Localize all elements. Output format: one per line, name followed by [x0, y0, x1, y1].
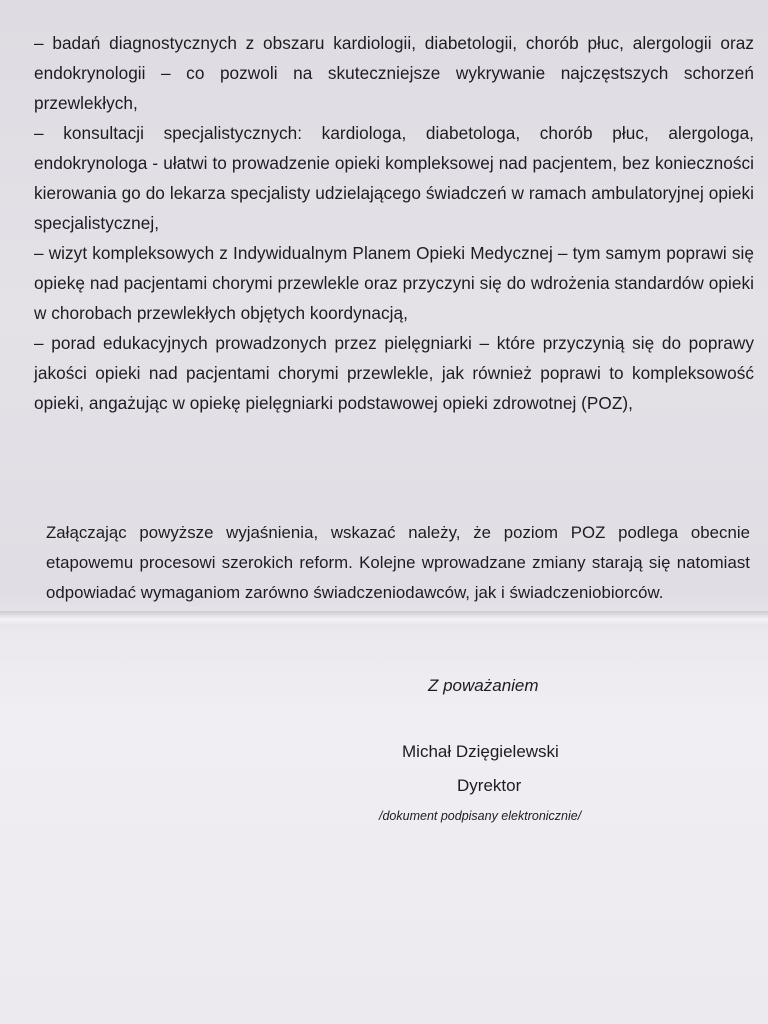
closing-paragraph — [46, 518, 750, 608]
greeting: Z poważaniem — [428, 676, 539, 695]
bullet-item: – konsultacji specjalistycznych: kardiologa, diabetologa, chorób płuc, alergologa, endokrynologa - ułatwi to prowadzenie opieki kompleksowej nad pacjentem, bez konieczności kierowania go do lekarza specjalisty udzielającego świadczeń w ramach ambulatoryjnej opieki specjalistycznej, — [34, 123, 754, 233]
signature-note: /dokument podpisany elektronicznie/ — [379, 809, 582, 823]
bullet-item: – badań diagnostycznych z obszaru kardiologii, diabetologii, chorób płuc, alergologii oraz endokrynologii – co pozwoli na skuteczniejsze wykrywanie najczęstszych schorzeń przewlekłych, — [34, 33, 754, 113]
paper-fold — [0, 611, 768, 625]
bullet-list — [34, 28, 754, 418]
closing-text: Załączając powyższe wyjaśnienia, wskazać należy, że poziom POZ podlega obecnie etapowemu procesowi szerokich reform. Kolejne wprowadzane zmiany starają się natomiast odpowiadać wymaganiom zarówno świadczeniodawców, jak i świadczeniobiorców. — [46, 523, 750, 602]
bullet-item: – porad edukacyjnych prowadzonych przez pielęgniarki – które przyczynią się do poprawy jakości opieki nad pacjentami chorymi przewlekle, jak również poprawi to kompleksowość opieki, angażując w opiekę pielęgniarki podstawowej opieki zdrowotnej (POZ), — [34, 333, 754, 413]
signer-name: Michał Dzięgielewski — [402, 742, 559, 761]
bullet-item: – wizyt kompleksowych z Indywidualnym Planem Opieki Medycznej – tym samym poprawi się opiekę nad pacjentami chorymi przewlekle oraz przyczyni się do wdrożenia standardów opieki w chorobach przewlekłych objętych koordynacją, — [34, 243, 754, 323]
signer-title: Dyrektor — [457, 776, 522, 795]
